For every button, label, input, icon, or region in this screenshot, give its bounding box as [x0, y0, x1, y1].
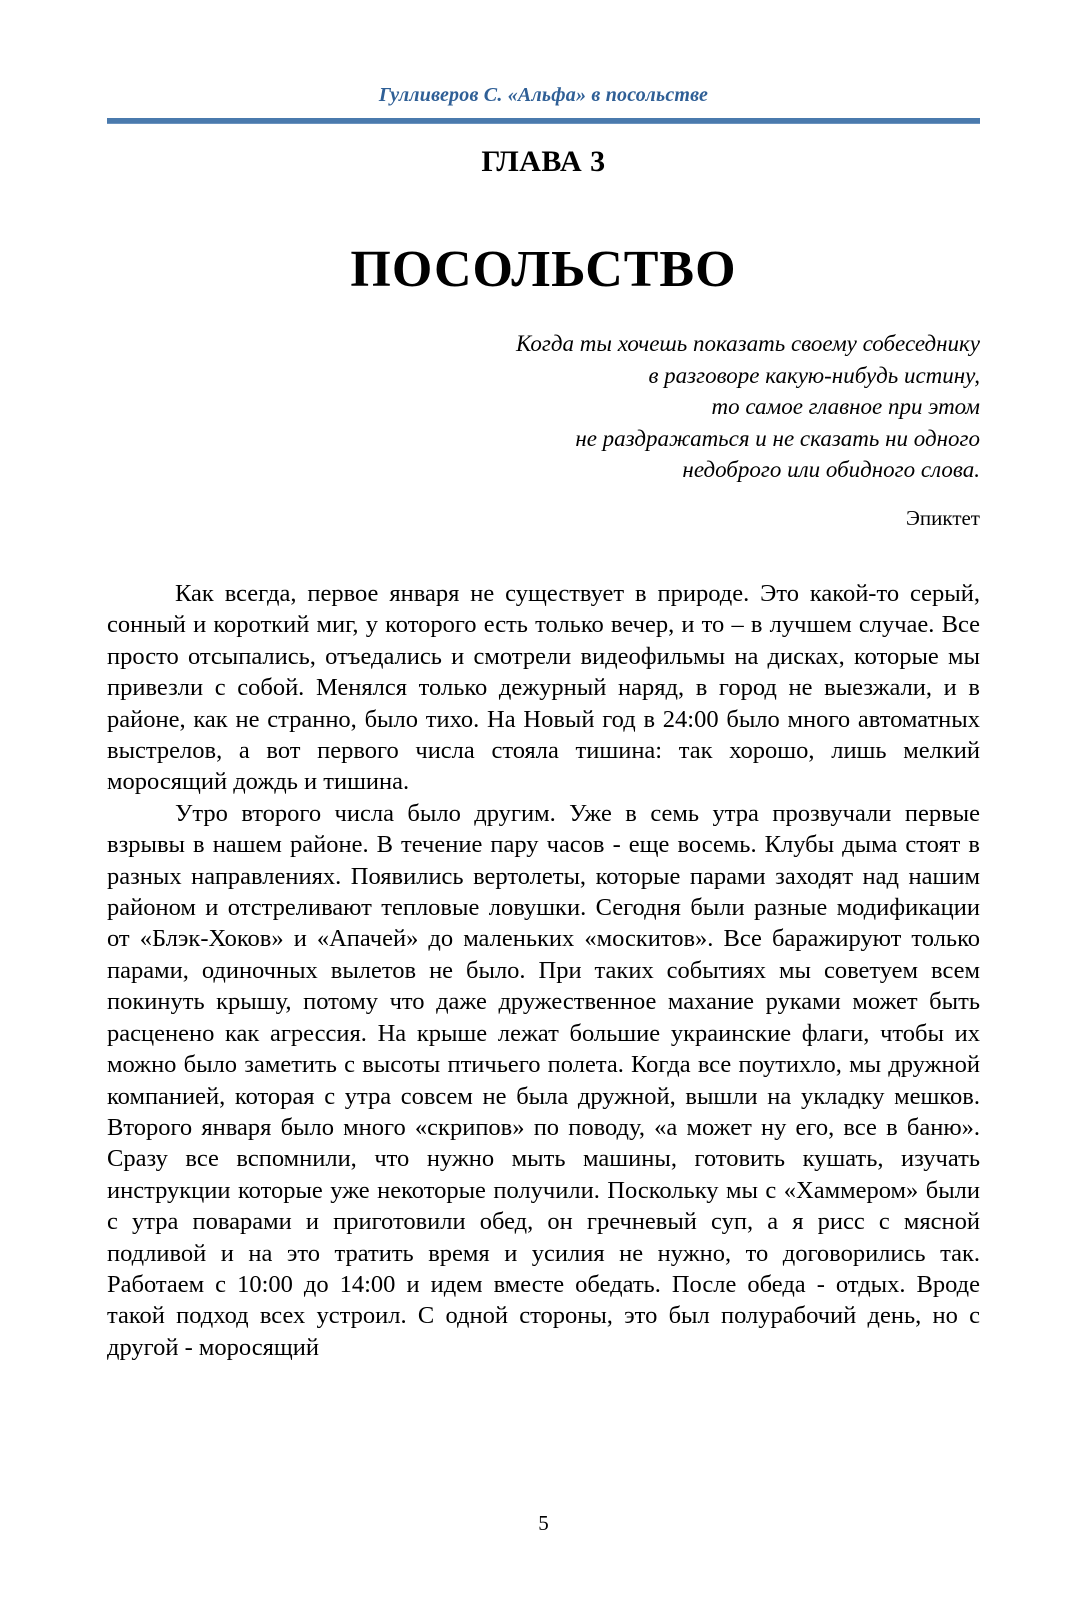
header-rule-thin	[107, 123, 980, 124]
running-head	[107, 84, 980, 107]
epigraph-line: недоброго или обидного слова.	[682, 457, 980, 482]
page-number: 5	[538, 1511, 549, 1535]
epigraph-line: то самое главное при этом	[711, 394, 980, 419]
epigraph-line: не раздражаться и не сказать ни одного	[575, 425, 980, 451]
epigraph	[400, 328, 980, 486]
body-paragraph: Утро второго числа было другим. Уже в семь утра прозвучали первые взрывы в нашем районе. В течение пару часов - еще восемь. Клубы дыма стоят в разных направлениях. Появились вертолеты, которые парами заходят над нашим районом и отстреливают тепловые ловушки. Сегодня были разные модификации от «Блэк-Хоков» и «Апачей» до маленьких «москитов». Все баражируют только парами, одиночных вылетов не было. При таких событиях мы советуем всем покинуть крышу, потому что даже дружественное махание руками может быть расценено как агрессия. На крыше лежат большие украинские флаги, чтобы их можно было заметить с высоты птичьего полета. Когда все поутихло, мы дружной компанией, которая с утра совсем не была дружной, вышли на укладку мешков. Второго января было много «скрипов» по поводу, «а может ну его, все в баню». Сразу все вспомнили, что нужно мыть машины, готовить кушать, изучать инструкции которые уже некоторые получили. Поскольку мы с «Хаммером» были с утра поварами и приготовили обед, он гречневый суп, а я рисс с мясной подливой и на это тратить время и усилия не нужно, то договорились так. Работаем с 10:00 до 14:00 и идем вместе обедать. После обеда - отдых. Вроде такой подход всех устроил. С одной стороны, это был полурабочий день, но с другой - моросящий	[107, 799, 980, 1361]
chapter-label: ГЛАВА 3	[481, 145, 606, 178]
body-paragraph: Как всегда, первое января не существует в природе. Это какой-то серый, сонный и короткий миг, у которого есть только вечер, и то – в лучшем случае. Все просто отсыпались, отъедались и смотрели видеофильмы на дисках, которые мы привезли с собой. Менялся только дежурный наряд, в город не выезжали, и в районе, как не странно, было тихо. На Новый год в 24:00 было много автоматных выстрелов, а вот первого числа стояла тишина: так хорошо, лишь мелкий моросящий дождь и тишина.	[107, 580, 980, 796]
running-head-text: Гулливеров С. «Альфа» в посольстве	[378, 84, 709, 106]
epigraph-line: Когда ты хочешь показать своему собеседнику	[516, 331, 980, 356]
epigraph-author: Эпиктет	[906, 506, 980, 530]
body-text	[107, 578, 980, 1363]
epigraph-line: в разговоре какую-нибудь истину,	[648, 362, 980, 388]
chapter-title: ПОСОЛЬСТВО	[350, 240, 737, 298]
